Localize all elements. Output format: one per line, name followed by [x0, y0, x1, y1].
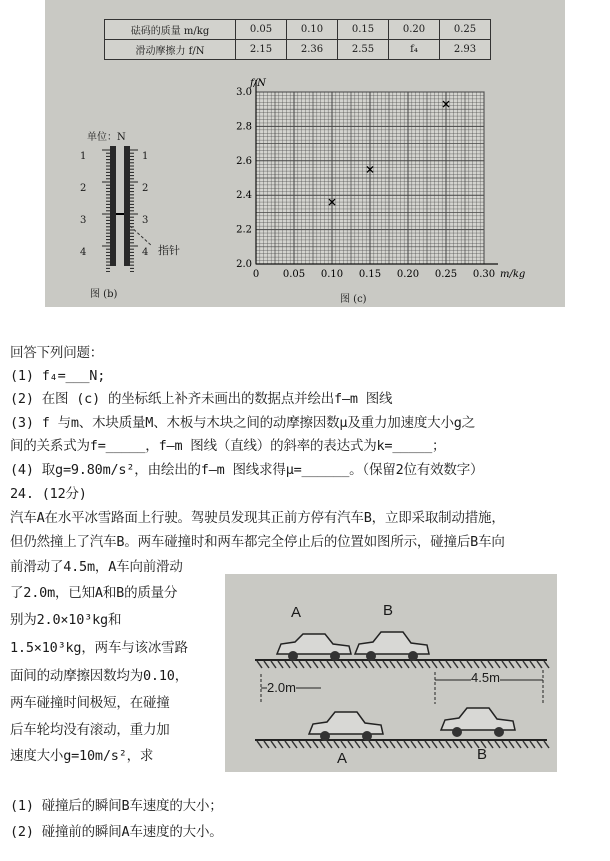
- road-hatch: [320, 661, 325, 668]
- road-hatch: [355, 661, 360, 668]
- x-tick-label: 0.10: [320, 269, 344, 280]
- scale-tick-label-left: 3: [80, 215, 87, 226]
- road-hatch: [404, 741, 409, 748]
- y-tick-label: 2.6: [236, 155, 252, 167]
- table-cell: 0.15: [338, 20, 389, 40]
- road-hatch: [397, 661, 402, 668]
- pointer-label: 指针: [158, 244, 180, 257]
- car-a-bottom: [309, 712, 383, 741]
- road-hatch: [411, 741, 416, 748]
- car-b-bottom-label: B: [477, 746, 488, 763]
- road-hatch: [348, 741, 353, 748]
- road-hatch: [432, 741, 437, 748]
- x-tick-label: 0.25: [434, 269, 458, 280]
- road-hatch: [502, 661, 507, 668]
- problem-24-header: 24. (12分): [10, 486, 87, 502]
- road-hatch: [474, 661, 479, 668]
- sub-question-1: (1) 碰撞后的瞬间B车速度的大小；: [10, 798, 223, 814]
- road-hatch: [383, 661, 388, 668]
- question-3-line2: 间的关系式为f=_____，f–m 图线（直线）的斜率的表达式为k=_____；: [10, 438, 446, 454]
- road-hatch: [278, 661, 283, 668]
- road-hatch: [390, 741, 395, 748]
- table-cell: 0.25: [440, 20, 491, 40]
- table-cell: 0.05: [236, 20, 287, 40]
- y-axis-label: f/N: [250, 78, 266, 89]
- car-collision-figure: [225, 574, 557, 772]
- car-b-top: [355, 632, 429, 661]
- table-row-label: 砝码的质量 m/kg: [105, 20, 236, 40]
- road-hatch: [390, 661, 395, 668]
- question-3-line1: (3) f 与m、木块质量M、木板与木块之间的动摩擦因数μ及重力加速度大小g之: [10, 415, 475, 431]
- road-hatch: [488, 741, 493, 748]
- x-axis-label: m/kg: [500, 269, 526, 280]
- road-hatch: [418, 661, 423, 668]
- road-hatch: [369, 741, 374, 748]
- road-hatch: [313, 661, 318, 668]
- road-hatch: [369, 661, 374, 668]
- scale-tick-label-right: 3: [142, 215, 149, 226]
- road-hatch: [544, 741, 549, 748]
- problem-24-line: 后车轮均没有滚动，重力加: [10, 722, 170, 738]
- road-hatch: [523, 741, 528, 748]
- table-cell: 2.55: [338, 40, 389, 60]
- road-hatch: [425, 661, 430, 668]
- road-hatch: [271, 661, 276, 668]
- car-a-bottom-label: A: [337, 750, 348, 767]
- road-hatch: [432, 661, 437, 668]
- scale-tick-label-left: 1: [80, 151, 87, 162]
- road-hatch: [257, 741, 262, 748]
- figure-b-caption: 图 (b): [90, 289, 118, 300]
- problem-24-line: 1.5×10³kg，两车与该冰雪路: [10, 640, 188, 656]
- scale-tick-label-left: 4: [80, 247, 87, 258]
- table-cell: 0.10: [287, 20, 338, 40]
- road-hatch: [306, 661, 311, 668]
- road-hatch: [411, 661, 416, 668]
- table-row: [105, 40, 491, 60]
- car-a-top: [277, 634, 351, 661]
- problem-24-line: 但仍然撞上了汽车B。两车碰撞时和两车都完全停止后的位置如图所示，碰撞后B车向: [10, 534, 505, 550]
- table-cell: 0.20: [389, 20, 440, 40]
- road-hatch: [383, 741, 388, 748]
- distance-b-label: 4.5m: [471, 670, 500, 685]
- road-hatch: [285, 741, 290, 748]
- road-hatch: [341, 661, 346, 668]
- road-hatch: [334, 741, 339, 748]
- road-hatch: [418, 741, 423, 748]
- car-b-top-label: B: [383, 602, 394, 619]
- road-hatch: [502, 741, 507, 748]
- scale-unit-label: 单位：N: [87, 132, 126, 143]
- x-tick-label: 0.30: [472, 269, 496, 280]
- scale-tick-label-right: 4: [142, 247, 149, 258]
- figure-c-caption: 图 (c): [340, 294, 367, 305]
- question-2: (2) 在图 (c) 的坐标纸上补齐未画出的数据点并绘出f–m 图线: [10, 391, 393, 407]
- road-hatch: [362, 661, 367, 668]
- table-cell: 2.93: [440, 40, 491, 60]
- road-hatch: [530, 661, 535, 668]
- data-table: [104, 19, 491, 60]
- distance-a-label: 2.0m: [267, 680, 296, 695]
- road-hatch: [425, 741, 430, 748]
- road-hatch: [488, 661, 493, 668]
- problem-24-line: 了2.0m，已知A和B的质量分: [10, 585, 178, 601]
- question-4: (4) 取g=9.80m/s²，由绘出的f–m 图线求得μ=______。（保留2位有效数字）: [10, 462, 484, 478]
- road-hatch: [327, 661, 332, 668]
- scale-tick-label-right: 1: [142, 151, 149, 162]
- road-hatch: [460, 661, 465, 668]
- scale-left-bar: [110, 146, 116, 266]
- problem-24-line: 两车碰撞时间极短，在碰撞: [10, 695, 170, 711]
- road-hatch: [271, 741, 276, 748]
- problem-24-line: 别为2.0×10³kg和: [10, 612, 122, 628]
- road-hatch: [362, 741, 367, 748]
- road-hatch: [495, 741, 500, 748]
- road-hatch: [264, 741, 269, 748]
- y-tick-label: 2.2: [236, 224, 252, 236]
- car-a-top-label: A: [291, 604, 302, 621]
- road-hatch: [537, 661, 542, 668]
- table-row: [105, 20, 491, 40]
- table-cell: f₄: [389, 40, 440, 60]
- road-hatch: [530, 741, 535, 748]
- road-hatch: [460, 741, 465, 748]
- road-hatch: [299, 741, 304, 748]
- car-b-bottom: [441, 708, 515, 737]
- questions-intro: 回答下列问题：: [10, 345, 104, 361]
- road-hatch: [439, 741, 444, 748]
- road-hatch: [404, 661, 409, 668]
- problem-24-line: 面间的动摩擦因数均为0.10，: [10, 668, 189, 684]
- road-hatch: [495, 661, 500, 668]
- x-tick-label: 0.20: [396, 269, 420, 280]
- problem-24-line: 汽车A在水平冰雪路面上行驶。驾驶员发现其正前方停有汽车B，立即采取制动措施，: [10, 510, 505, 526]
- road-hatch: [516, 741, 521, 748]
- road-hatch: [257, 661, 262, 668]
- road-hatch: [446, 661, 451, 668]
- x-tick-label: 0.05: [282, 269, 306, 280]
- road-hatch: [348, 661, 353, 668]
- x-tick-label: 0: [252, 269, 260, 280]
- road-hatch: [320, 741, 325, 748]
- road-hatch: [537, 741, 542, 748]
- f-m-chart: [230, 72, 530, 297]
- road-hatch: [516, 661, 521, 668]
- x-tick-label: 0.15: [358, 269, 382, 280]
- road-hatch: [453, 741, 458, 748]
- road-hatch: [467, 741, 472, 748]
- road-hatch: [299, 661, 304, 668]
- y-tick-label: 3.0: [236, 87, 252, 98]
- road-hatch: [341, 741, 346, 748]
- scale-right-bar: [124, 146, 130, 266]
- road-hatch: [355, 741, 360, 748]
- road-hatch: [313, 741, 318, 748]
- problem-24-line: 速度大小g=10m/s²，求: [10, 748, 154, 764]
- road-hatch: [376, 741, 381, 748]
- road-hatch: [306, 741, 311, 748]
- scale-tick-label-left: 2: [80, 183, 87, 194]
- road-hatch: [334, 661, 339, 668]
- y-tick-label: 2.0: [236, 259, 252, 270]
- y-tick-label: 2.8: [236, 121, 252, 133]
- y-tick-label: 2.4: [236, 190, 252, 202]
- road-hatch: [509, 661, 514, 668]
- road-hatch: [453, 661, 458, 668]
- road-hatch: [523, 661, 528, 668]
- road-hatch: [481, 661, 486, 668]
- road-hatch: [509, 741, 514, 748]
- road-hatch: [439, 661, 444, 668]
- question-1: (1) f₄=___N;: [10, 368, 106, 384]
- sub-question-2: (2) 碰撞前的瞬间A车速度的大小。: [10, 824, 223, 840]
- road-hatch: [446, 741, 451, 748]
- scale-tick-label-right: 2: [142, 183, 149, 194]
- road-hatch: [292, 661, 297, 668]
- road-hatch: [327, 741, 332, 748]
- table-row-label: 滑动摩擦力 f/N: [105, 40, 236, 60]
- road-hatch: [467, 661, 472, 668]
- table-cell: 2.15: [236, 40, 287, 60]
- road-hatch: [397, 741, 402, 748]
- road-hatch: [264, 661, 269, 668]
- road-hatch: [285, 661, 290, 668]
- road-hatch: [292, 741, 297, 748]
- road-hatch: [544, 661, 549, 668]
- road-hatch: [376, 661, 381, 668]
- problem-24-line: 前滑动了4.5m，A车向前滑动: [10, 559, 183, 575]
- road-hatch: [278, 741, 283, 748]
- table-cell: 2.36: [287, 40, 338, 60]
